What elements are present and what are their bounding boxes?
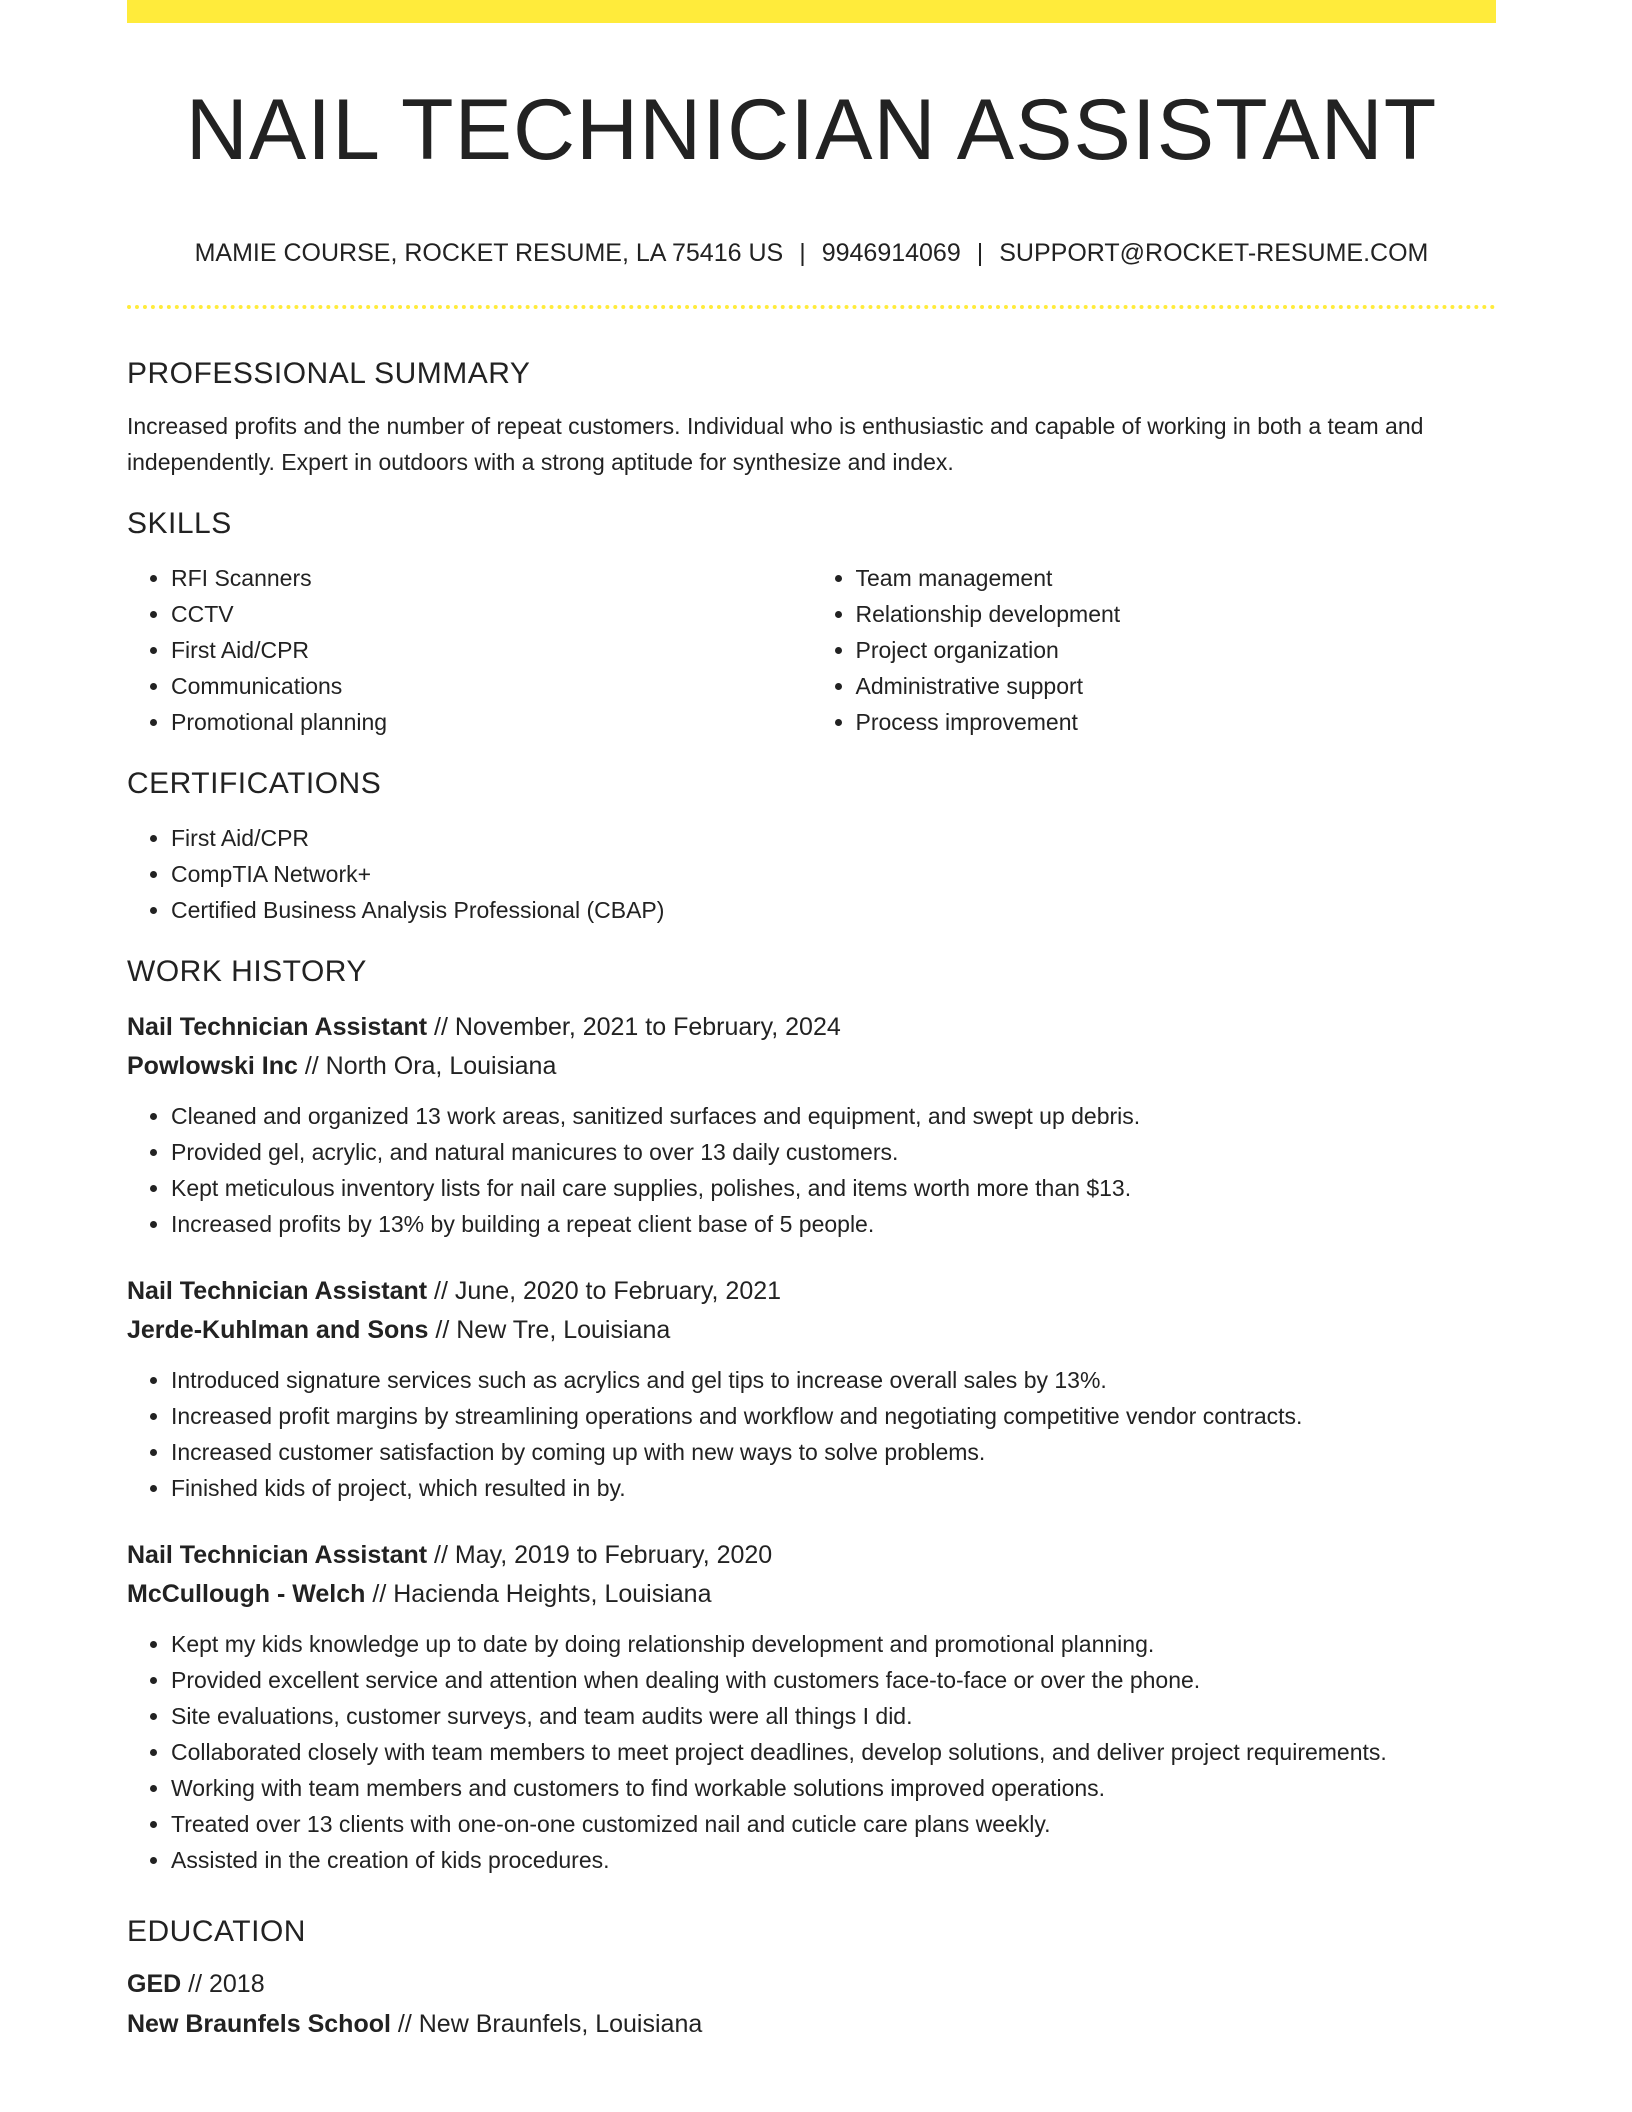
job-title: Nail Technician Assistant bbox=[127, 1277, 428, 1305]
job-title-line bbox=[127, 1272, 1496, 1310]
certification-item: • CompTIA Network+ bbox=[171, 856, 1496, 892]
contact-email: SUPPORT@ROCKET-RESUME.COM bbox=[999, 239, 1429, 267]
education-year: 2018 bbox=[208, 1970, 265, 1998]
job-title-line bbox=[127, 1008, 1496, 1046]
skill-item: • Process improvement bbox=[856, 704, 1497, 740]
skill-item: • Team management bbox=[856, 560, 1497, 596]
skill-item: • Promotional planning bbox=[171, 704, 812, 740]
job-bullets bbox=[127, 1626, 1496, 1878]
employer-location: New Tre, Louisiana bbox=[456, 1316, 671, 1344]
skill-item: • Project organization bbox=[856, 632, 1497, 668]
job-bullet: • Kept meticulous inventory lists for nail care supplies, polishes, and items worth more than $13. bbox=[171, 1170, 1496, 1206]
certifications-section bbox=[127, 760, 1496, 928]
skills-section bbox=[127, 500, 1496, 740]
school-separator: // bbox=[390, 2010, 419, 2038]
skill-item: • Administrative support bbox=[856, 668, 1497, 704]
job-title: Nail Technician Assistant bbox=[127, 1541, 428, 1569]
job-bullet: • Cleaned and organized 13 work areas, sanitized surfaces and equipment, and swept up debris. bbox=[171, 1098, 1496, 1134]
dates-separator: // bbox=[427, 1541, 455, 1569]
education-location: New Braunfels, Louisiana bbox=[418, 2010, 703, 2038]
job-bullet: • Working with team members and customers to find workable solutions improved operations. bbox=[171, 1770, 1496, 1806]
section-heading-skills: SKILLS bbox=[127, 507, 232, 540]
skill-item: • CCTV bbox=[171, 596, 812, 632]
job-bullet: • Treated over 13 clients with one-on-one customized nail and cuticle care plans weekly. bbox=[171, 1806, 1496, 1842]
resume-title: NAIL TECHNICIAN ASSISTANT bbox=[185, 82, 1438, 178]
education-degree-line bbox=[127, 1964, 1496, 2004]
contact-address: MAMIE COURSE, ROCKET RESUME, LA 75416 US bbox=[194, 239, 784, 267]
dotted-divider bbox=[127, 305, 1496, 309]
education-section bbox=[127, 1908, 1496, 2044]
skill-item: • Communications bbox=[171, 668, 812, 704]
section-heading-education: EDUCATION bbox=[127, 1915, 306, 1948]
job-dates: June, 2020 to February, 2021 bbox=[454, 1277, 782, 1305]
job-bullet: • Increased customer satisfaction by coming up with new ways to solve problems. bbox=[171, 1434, 1496, 1470]
contact-line bbox=[127, 236, 1496, 270]
job-entry bbox=[127, 1272, 1496, 1506]
location-separator: // bbox=[365, 1580, 394, 1608]
employer-location: Hacienda Heights, Louisiana bbox=[393, 1580, 712, 1608]
skills-columns bbox=[127, 560, 1496, 740]
job-bullet: • Site evaluations, customer surveys, and team audits were all things I did. bbox=[171, 1698, 1496, 1734]
dates-separator: // bbox=[427, 1013, 455, 1041]
employer-line bbox=[127, 1574, 1496, 1614]
employer-name: McCullough - Welch bbox=[127, 1580, 366, 1608]
dates-separator: // bbox=[427, 1277, 455, 1305]
job-bullet: • Increased profit margins by streamlining operations and workflow and negotiating competitive vendor contracts. bbox=[171, 1398, 1496, 1434]
skill-item: • Relationship development bbox=[856, 596, 1497, 632]
certification-item: • First Aid/CPR bbox=[171, 820, 1496, 856]
skills-list-left bbox=[127, 560, 812, 740]
employer-name: Jerde-Kuhlman and Sons bbox=[127, 1316, 429, 1344]
job-bullets bbox=[127, 1362, 1496, 1506]
section-heading-summary: PROFESSIONAL SUMMARY bbox=[127, 357, 531, 390]
contact-separator: | bbox=[799, 239, 806, 267]
summary-text: Increased profits and the number of repeat customers. Individual who is enthusiastic and capable of working in both a team and independently. Expert in outdoors with a strong aptitude for synthesize and index. bbox=[127, 413, 1424, 475]
job-bullet: • Introduced signature services such as acrylics and gel tips to increase overall sales by 13%. bbox=[171, 1362, 1496, 1398]
summary-section bbox=[127, 350, 1496, 480]
employer-name: Powlowski Inc bbox=[127, 1052, 298, 1080]
job-bullets bbox=[127, 1098, 1496, 1242]
certification-item: • Certified Business Analysis Professional (CBAP) bbox=[171, 892, 1496, 928]
section-heading-work-history: WORK HISTORY bbox=[127, 955, 367, 988]
location-separator: // bbox=[428, 1316, 457, 1344]
job-entry bbox=[127, 1536, 1496, 1878]
job-title: Nail Technician Assistant bbox=[127, 1013, 428, 1041]
job-entry bbox=[127, 1008, 1496, 1242]
skill-item: • First Aid/CPR bbox=[171, 632, 812, 668]
certifications-list bbox=[127, 820, 1496, 928]
job-title-line bbox=[127, 1536, 1496, 1574]
contact-phone: 9946914069 bbox=[821, 239, 961, 267]
employer-line bbox=[127, 1046, 1496, 1086]
section-heading-certifications: CERTIFICATIONS bbox=[127, 767, 382, 800]
job-dates: May, 2019 to February, 2020 bbox=[454, 1541, 773, 1569]
job-bullet: • Finished kids of project, which resulted in by. bbox=[171, 1470, 1496, 1506]
skill-item: • RFI Scanners bbox=[171, 560, 812, 596]
employer-location: North Ora, Louisiana bbox=[325, 1052, 557, 1080]
education-school: New Braunfels School bbox=[127, 2010, 391, 2038]
employer-line bbox=[127, 1310, 1496, 1350]
year-separator: // bbox=[181, 1970, 209, 1998]
job-dates: November, 2021 to February, 2024 bbox=[454, 1013, 841, 1041]
job-bullet: • Provided excellent service and attention when dealing with customers face-to-face or over the phone. bbox=[171, 1662, 1496, 1698]
contact-separator: | bbox=[976, 239, 984, 267]
job-bullet: • Increased profits by 13% by building a repeat client base of 5 people. bbox=[171, 1206, 1496, 1242]
work-history-section bbox=[127, 948, 1496, 1878]
job-bullet: • Collaborated closely with team members to meet project deadlines, develop solutions, and deliver project requirements. bbox=[171, 1734, 1496, 1770]
education-school-line bbox=[127, 2004, 1496, 2044]
resume-body bbox=[127, 350, 1496, 2044]
job-bullet: • Kept my kids knowledge up to date by doing relationship development and promotional planning. bbox=[171, 1626, 1496, 1662]
education-degree: GED bbox=[127, 1970, 182, 1998]
job-bullet: • Provided gel, acrylic, and natural manicures to over 13 daily customers. bbox=[171, 1134, 1496, 1170]
location-separator: // bbox=[297, 1052, 326, 1080]
skills-list-right bbox=[812, 560, 1497, 740]
accent-top-bar bbox=[127, 0, 1496, 23]
job-bullet: • Assisted in the creation of kids procedures. bbox=[171, 1842, 1496, 1878]
